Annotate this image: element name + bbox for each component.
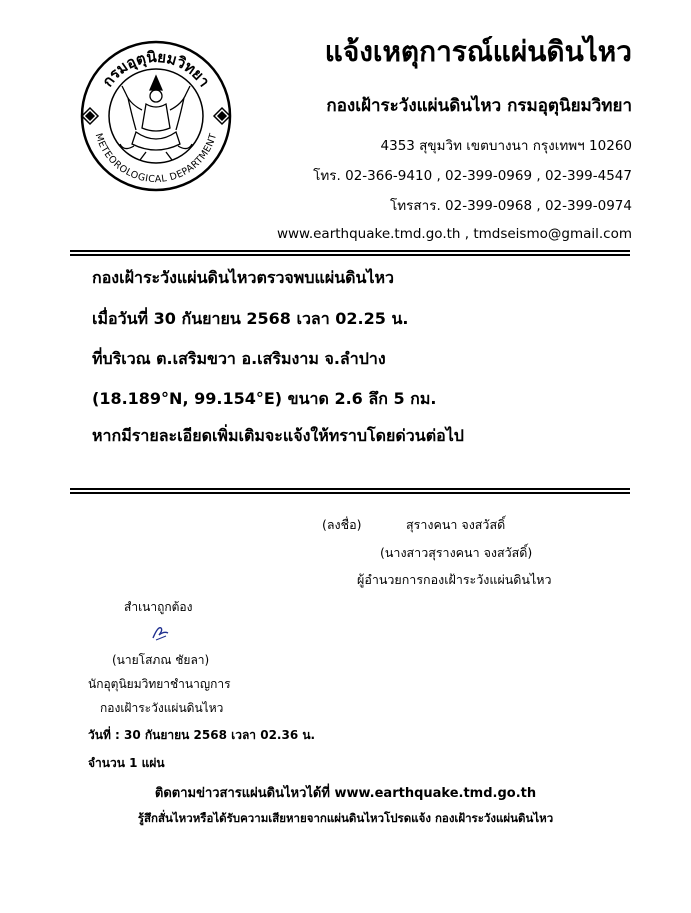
deity-figure-icon: [120, 76, 192, 160]
follow-news-line: ติดตามข่าวสารแผ่นดินไหวได้ที่ www.earthquake.tmd.go.th: [154, 786, 537, 801]
copy-certifier-position: นักอุตุนิยมวิทยาชำนาญการ: [88, 677, 231, 691]
address-line: 4353 สุขุมวิท เขตบางนา กรุงเทพฯ 10260: [380, 138, 632, 154]
signer-signature: สุรางคนา จงสวัสดิ์: [406, 517, 506, 532]
phone-line: โทร. 02-366-9410 , 02-399-0969 , 02-399-4547: [313, 168, 632, 184]
seal-arc-text-top: กรมอุตุนิยมวิทยา: [98, 47, 214, 91]
notice-line-1: กองเฝ้าระวังแผ่นดินไหวตรวจพบแผ่นดินไหว: [92, 268, 395, 287]
copy-date: วันที่ : 30 กันยายน 2568 เวลา 02.36 น.: [88, 728, 316, 742]
notice-line-5: หากมีรายละเอียดเพิ่มเติมจะแจ้งให้ทราบโดยด่วนต่อไป: [92, 426, 464, 445]
notice-line-4: (18.189°N, 99.154°E) ขนาด 2.6 ลึก 5 กม.: [92, 389, 437, 408]
web-email-line: www.earthquake.tmd.go.th , tmdseismo@gmail.com: [276, 226, 632, 242]
signer-position: ผู้อำนวยการกองเฝ้าระวังแผ่นดินไหว: [357, 572, 552, 587]
signer-full-name: (นางสาวสุรางคนา จงสวัสดิ์): [380, 545, 533, 560]
document-title: แจ้งเหตุการณ์แผ่นดินไหว: [324, 35, 632, 68]
seal-arc-text-bottom: METEOROLOGICAL DEPARTMENT: [92, 131, 220, 186]
sign-label: (ลงชื่อ): [322, 517, 362, 532]
report-line: รู้สึกสั่นไหวหรือได้รับความเสียหายจากแผ่นดินไหวโปรดแจ้ง กองเฝ้าระวังแผ่นดินไหว: [137, 811, 554, 825]
body-divider: [70, 488, 630, 494]
fax-line: โทรสาร. 02-399-0968 , 02-399-0974: [389, 198, 632, 214]
organization-name: กองเฝ้าระวังแผ่นดินไหว กรมอุตุนิยมวิทยา: [326, 96, 632, 116]
copy-certifier-name: (นายโสภณ ชัยลา): [112, 653, 210, 667]
header-divider: [70, 250, 630, 256]
page-count: จำนวน 1 แผ่น: [88, 756, 165, 770]
handwritten-signature-icon: [150, 622, 172, 642]
certified-copy-label: สำเนาถูกต้อง: [124, 600, 193, 614]
notice-line-3: ที่บริเวณ ต.เสริมขวา อ.เสริมงาม จ.ลำปาง: [92, 349, 386, 368]
copy-certifier-division: กองเฝ้าระวังแผ่นดินไหว: [100, 701, 224, 715]
notice-line-2: เมื่อวันที่ 30 กันยายน 2568 เวลา 02.25 น.: [92, 309, 409, 328]
